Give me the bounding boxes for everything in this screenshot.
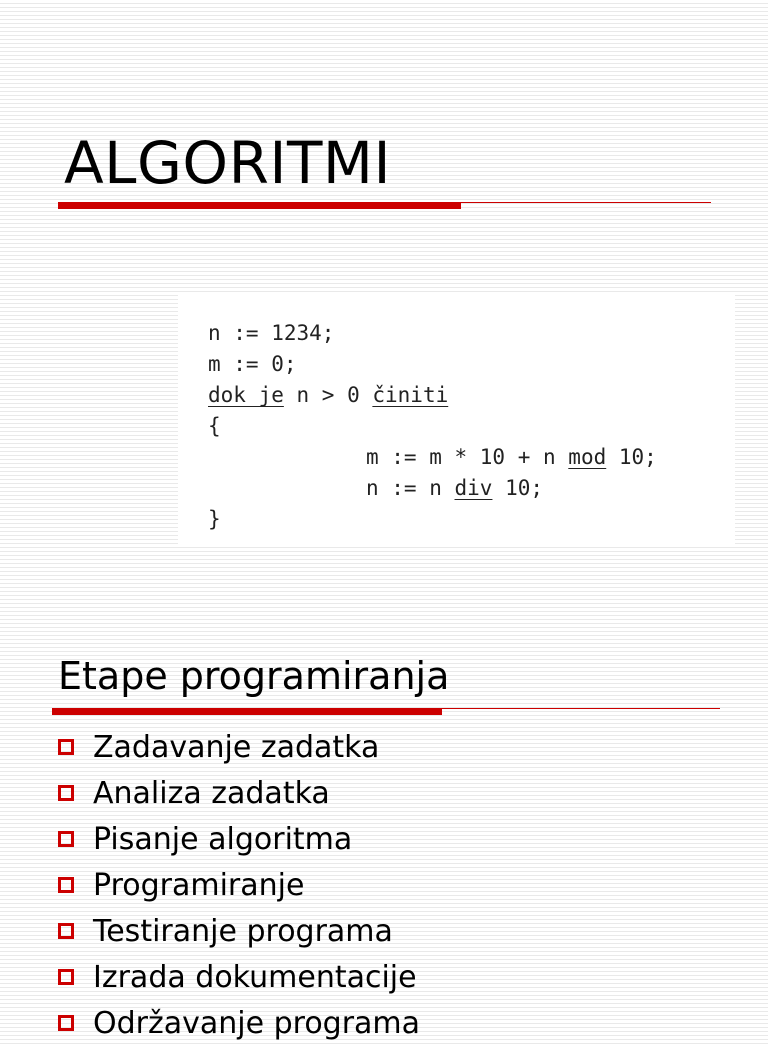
code-line xyxy=(366,475,543,501)
list-item-label: Analiza zadatka xyxy=(93,775,330,811)
list-item-label: Zadavanje zadatka xyxy=(93,729,380,765)
list-item xyxy=(58,724,420,770)
hollow-square-icon xyxy=(58,739,74,755)
list-item-label: Programiranje xyxy=(93,867,305,903)
list-item xyxy=(58,816,420,862)
title-underline-thin xyxy=(461,202,711,203)
code-text: m := m * 10 + n xyxy=(366,445,569,469)
list-item-label: Održavanje programa xyxy=(93,1005,421,1041)
title-underline-thick xyxy=(58,202,461,209)
hollow-square-icon xyxy=(58,831,74,847)
hollow-square-icon xyxy=(58,969,74,985)
hollow-square-icon xyxy=(58,877,74,893)
code-line xyxy=(366,444,657,470)
bullet-list xyxy=(58,724,420,1046)
code-text: 10; xyxy=(606,445,657,469)
code-line: { xyxy=(208,414,221,438)
code-line: n := 1234; xyxy=(208,321,335,345)
code-text: 10; xyxy=(492,476,544,500)
list-item xyxy=(58,954,420,1000)
subtitle-underline-thick xyxy=(52,708,442,715)
list-item xyxy=(58,770,420,816)
list-item-label: Pisanje algoritma xyxy=(93,821,353,857)
hollow-square-icon xyxy=(58,785,74,801)
list-item xyxy=(58,908,420,954)
code-text: n := n xyxy=(366,476,455,500)
code-block xyxy=(178,294,735,546)
list-item xyxy=(58,862,420,908)
list-item xyxy=(58,1000,420,1046)
code-text: n > 0 xyxy=(283,383,373,407)
slide-subtitle: Etape programiranja xyxy=(58,654,450,698)
code-line: m := 0; xyxy=(208,352,297,376)
code-keyword: div xyxy=(454,476,493,500)
list-item-label: Testiranje programa xyxy=(93,913,393,949)
code-line: } xyxy=(208,507,221,531)
hollow-square-icon xyxy=(58,923,74,939)
hollow-square-icon xyxy=(58,1015,74,1031)
list-item-label: Izrada dokumentacije xyxy=(93,959,417,995)
subtitle-underline-thin xyxy=(442,708,720,709)
code-keyword: dok je xyxy=(208,383,284,407)
code-keyword: činiti xyxy=(372,383,449,407)
slide-title: ALGORITMI xyxy=(64,129,392,197)
code-line xyxy=(208,382,448,408)
code-keyword: mod xyxy=(568,445,607,469)
